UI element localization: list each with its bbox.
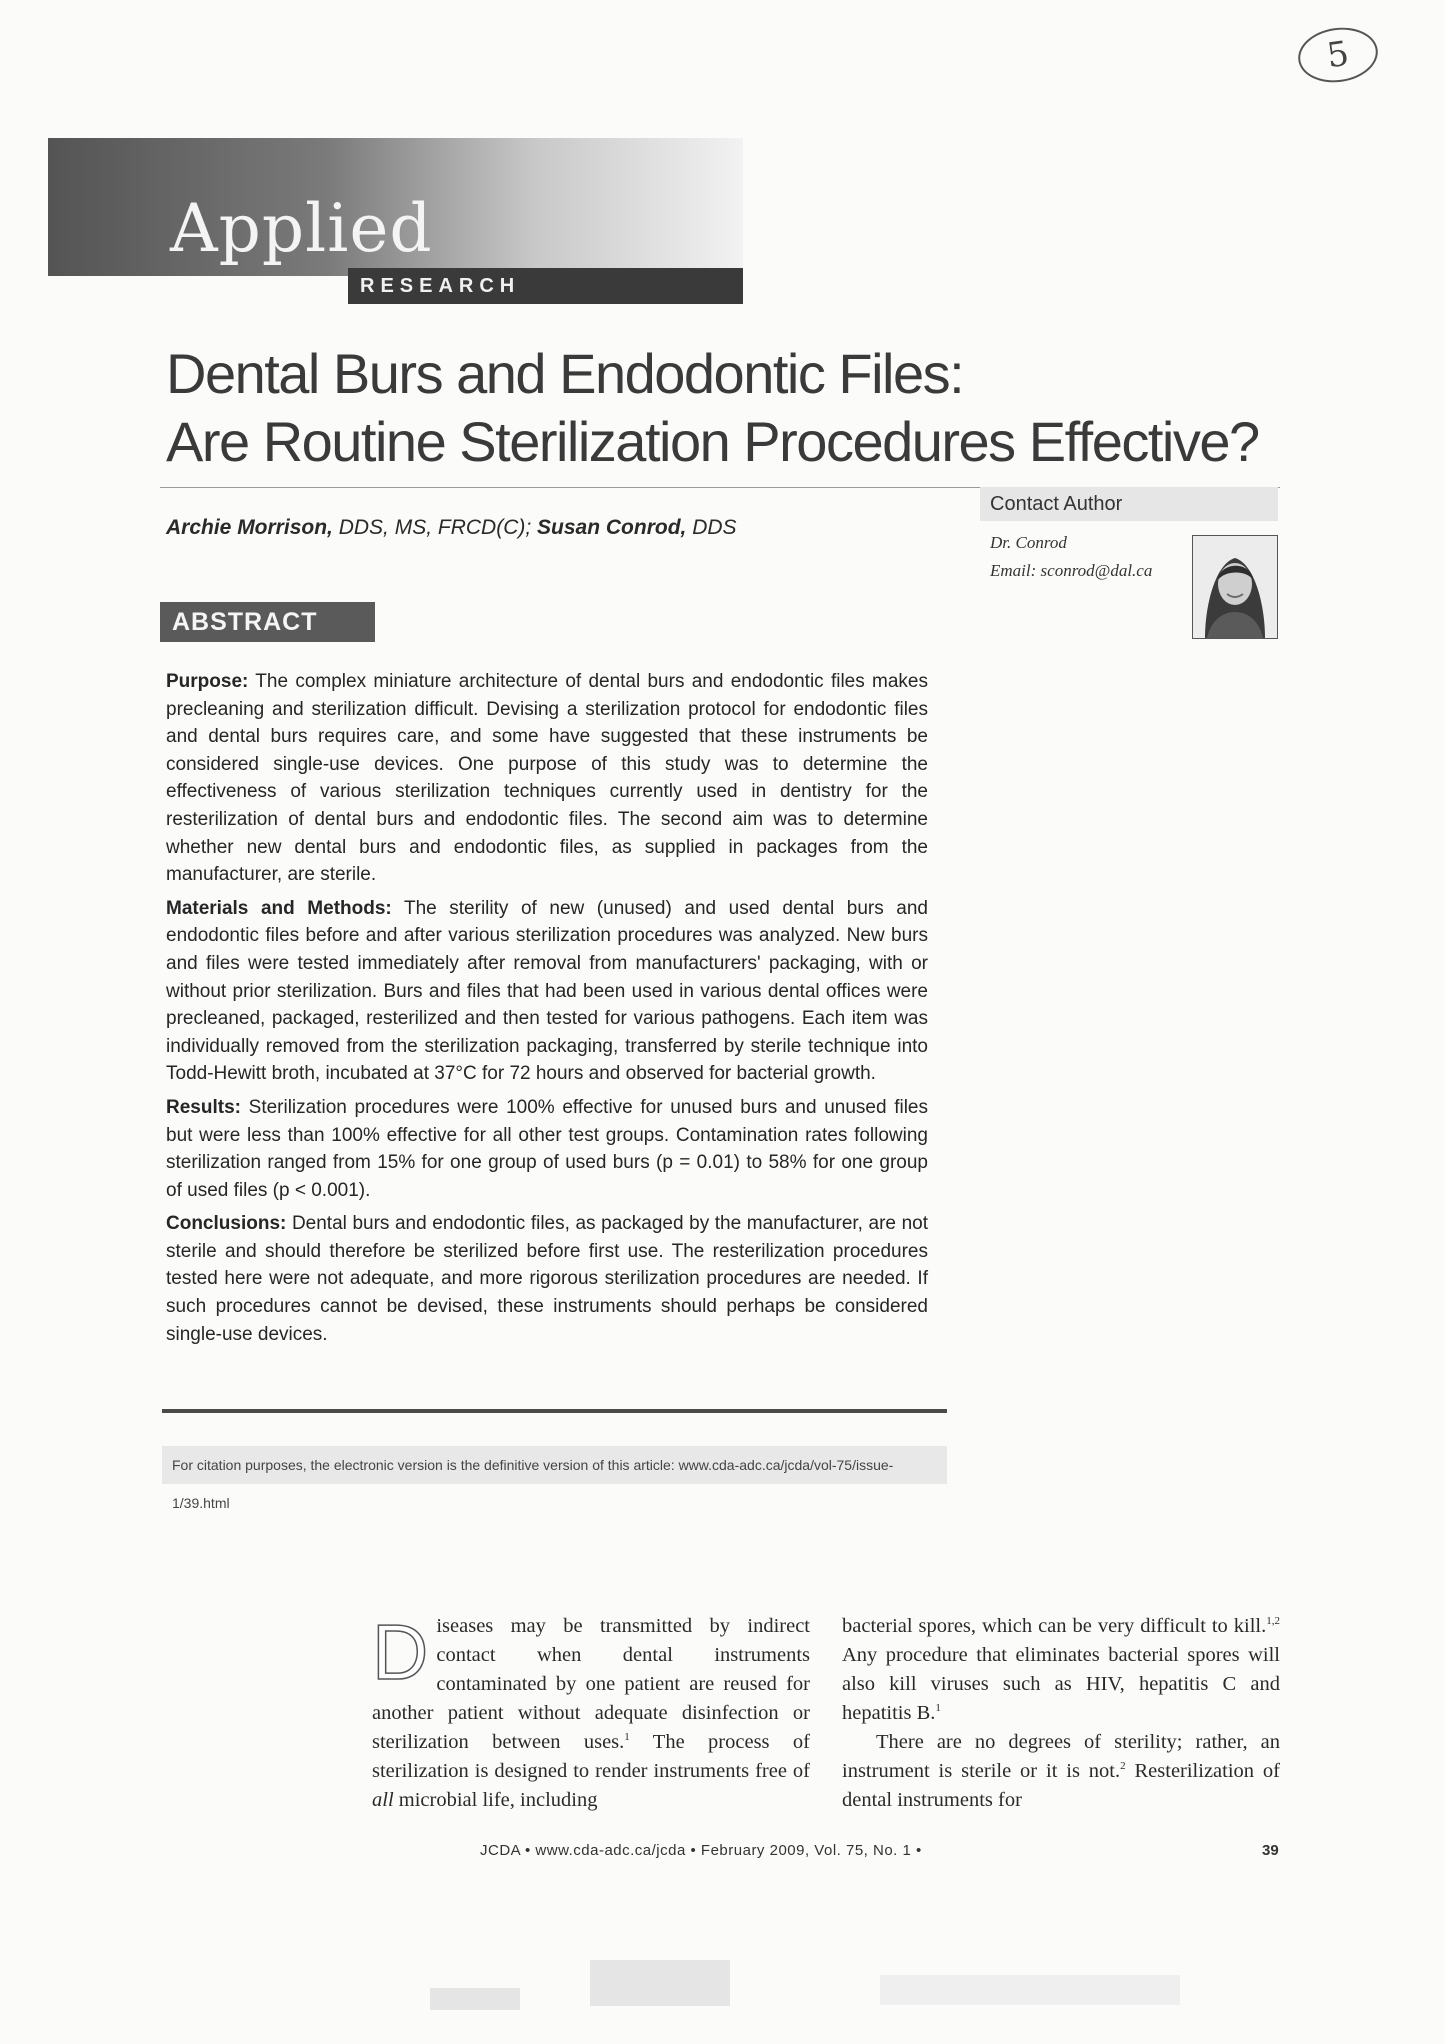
body-paragraph bbox=[372, 1608, 810, 1815]
citation-ref: 1 bbox=[624, 1731, 630, 1744]
author-line bbox=[166, 516, 737, 540]
citation-ref: 1,2 bbox=[1266, 1615, 1280, 1628]
article-title bbox=[166, 340, 1316, 476]
article-title-line-1: Dental Burs and Endodontic Files: bbox=[166, 342, 964, 405]
methods-label: Materials and Methods: bbox=[166, 897, 392, 919]
results-text: Sterilization procedures were 100% effective for unused burs and unused files but were less than 100% effective for all other test groups. Contamination rates following sterilization ranged from 15% for one group of used burs (p = 0.01) to 58% for one group of used files (p < 0.001). bbox=[166, 1096, 928, 1201]
author-2-name: Susan Conrod, bbox=[537, 516, 687, 539]
body-text: Resterilization of dental instruments for bbox=[842, 1760, 1280, 1811]
results-label: Results: bbox=[166, 1096, 241, 1118]
author-portrait-icon bbox=[1193, 536, 1277, 638]
section-banner-title: Applied bbox=[170, 190, 433, 267]
emphasis: all bbox=[372, 1789, 394, 1811]
section-banner-subtitle: RESEARCH bbox=[360, 275, 521, 297]
methods-text: The sterility of new (unused) and used dental burs and endodontic files before and after various sterilization procedures was analyzed. New burs and files were tested immediately after removal from manufacturers' packaging, with or without prior sterilization. Burs and files that had been used in various dental offices were precleaned, packaged, resterilized and then tested for various pathogens. Each item was individually removed from the sterilization packaging, transferred by sterile technique into Todd-Hewitt broth, incubated at 37°C for 72 hours and observed for bacterial growth. bbox=[166, 897, 928, 1085]
abstract-methods bbox=[166, 895, 928, 1088]
body-column-right bbox=[842, 1612, 1280, 1815]
author-photo bbox=[1192, 535, 1278, 639]
body-text: The process of sterilization is designed to render instruments free of bbox=[372, 1731, 810, 1782]
page-footer: JCDA • www.cda-adc.ca/jcda • February 2009, Vol. 75, No. 1 • bbox=[480, 1842, 922, 1859]
abstract-purpose bbox=[166, 668, 928, 889]
contact-author-email[interactable]: sconrod@dal.ca bbox=[1040, 561, 1153, 580]
citation-ref: 1 bbox=[935, 1702, 941, 1715]
body-column-left bbox=[372, 1608, 810, 1815]
scan-smudge bbox=[590, 1960, 730, 2006]
drop-cap: D bbox=[372, 1608, 429, 1696]
abstract-body bbox=[166, 668, 928, 1354]
body-text: Any procedure that eliminates bacterial spores will also kill viruses such as HIV, hepatitis C and hepatitis B. bbox=[842, 1644, 1280, 1724]
author-1-name: Archie Morrison, bbox=[166, 516, 333, 539]
abstract-label: ABSTRACT bbox=[160, 602, 375, 642]
author-1-credentials: DDS, MS, FRCD(C); bbox=[332, 516, 538, 539]
body-paragraph bbox=[842, 1612, 1280, 1728]
purpose-label: Purpose: bbox=[166, 671, 249, 692]
contact-author-heading: Contact Author bbox=[980, 487, 1278, 521]
body-text: microbial life, including bbox=[393, 1789, 598, 1811]
abstract-results bbox=[166, 1094, 928, 1204]
purpose-text: The complex miniature architecture of dental burs and endodontic files makes precleaning and sterilization difficult. Devising a sterilization protocol for endodontic files and dental burs requires care, and some have suggested that these instruments be considered single-use devices. One purpose of this study was to determine the effectiveness of various sterilization techniques currently used in dentistry for the resterilization of dental burs and endodontic files. The second aim was to determine whether new dental burs and endodontic files, as supplied in packages from the manufacturer, are sterile. bbox=[166, 671, 928, 886]
body-text: There are no degrees of sterility; rather, an instrument is sterile or it is not. bbox=[842, 1731, 1280, 1782]
author-2-credentials: DDS bbox=[686, 516, 737, 539]
article-title-line-2: Are Routine Sterilization Procedures Effective? bbox=[166, 410, 1259, 473]
page-number: 39 bbox=[1262, 1842, 1279, 1859]
abstract-divider bbox=[162, 1409, 947, 1413]
handwritten-page-mark: 5 bbox=[1295, 23, 1382, 88]
scan-smudge bbox=[880, 1975, 1180, 2005]
body-paragraph bbox=[842, 1728, 1280, 1815]
contact-author-email-line bbox=[990, 561, 1152, 581]
email-label: Email: bbox=[990, 561, 1037, 580]
citation-ref: 2 bbox=[1120, 1760, 1126, 1773]
conclusions-label: Conclusions: bbox=[166, 1213, 287, 1235]
citation-note: For citation purposes, the electronic version is the definitive version of this article: www.cda-adc.ca/jcda/vol-75/issue-1/39.html bbox=[162, 1446, 947, 1484]
body-text: iseases may be transmitted by indirect contact when dental instruments contaminated by one patient are reused for another patient without adequate disinfection or sterilization between uses. bbox=[372, 1615, 810, 1753]
scan-smudge bbox=[430, 1988, 520, 2010]
contact-author-name: Dr. Conrod bbox=[990, 533, 1067, 552]
conclusions-text: Dental burs and endodontic files, as packaged by the manufacturer, are not sterile and should therefore be sterilized before first use. The resterilization procedures tested here were not adequate, and more rigorous sterilization procedures are needed. If such procedures cannot be devised, these instruments should perhaps be considered single-use devices. bbox=[166, 1213, 928, 1345]
abstract-conclusions bbox=[166, 1210, 928, 1348]
body-text: bacterial spores, which can be very difficult to kill. bbox=[842, 1615, 1267, 1637]
